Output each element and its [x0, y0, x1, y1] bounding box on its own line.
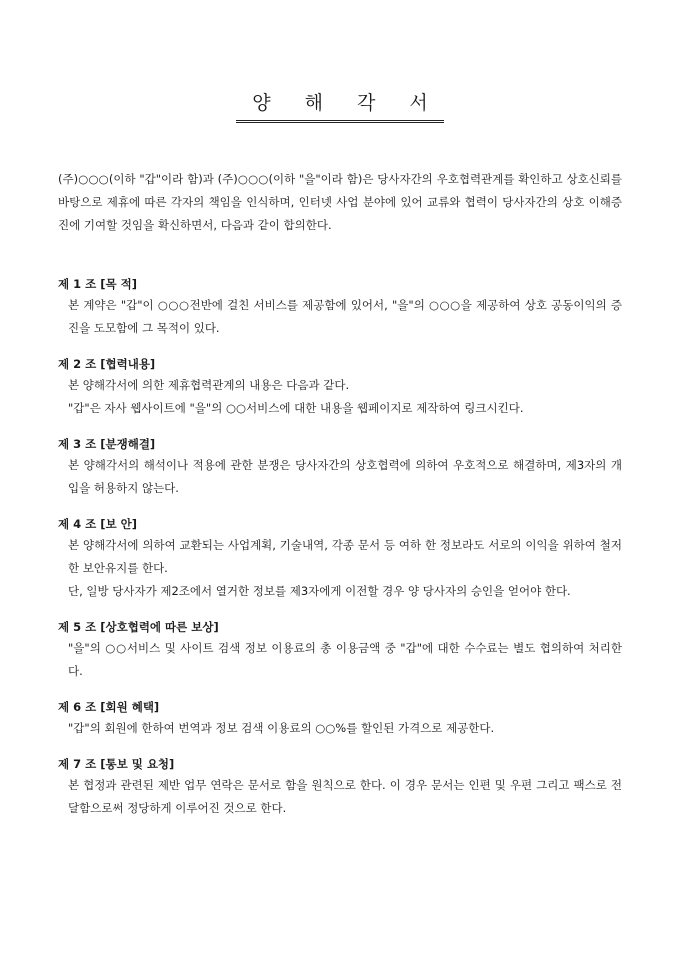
intro-paragraph: (주)○○○(이하 "갑"이라 함)과 (주)○○○(이하 "을"이라 함)은 당사자간의 우호협력관계를 확인하고 상호신뢰를 바탕으로 제휴에 따른 각자의 책임을 인식하며, 인터넷 사업 분야에 있어 교류와 협력이 당사자간의 상호 이해증진에 기여할 것임을 확신하면서, 다음과 같이 합의한다. [58, 172, 622, 232]
article-4 [58, 514, 622, 603]
article-paragraph: 본 계약은 "갑"이 ○○○전반에 걸친 서비스를 제공함에 있어서, "을"의 ○○○을 제공하여 상호 공동이익의 증진을 도모함에 그 목적이 있다. [68, 298, 622, 335]
article-5 [58, 617, 622, 683]
article-3 [58, 434, 622, 500]
article-heading: 제 5 조 [상호협력에 따른 보상] [58, 620, 219, 634]
title-container [0, 88, 680, 123]
article-paragraph: 본 양해각서에 의한 제휴협력관계의 내용은 다음과 같다. [68, 378, 350, 392]
article-heading: 제 6 조 [회원 혜택] [58, 700, 160, 714]
article-paragraph: "갑"의 회원에 한하여 번역과 정보 검색 이용료의 ○○%를 할인된 가격으로 제공한다. [68, 721, 495, 735]
article-heading: 제 4 조 [보 안] [58, 517, 137, 531]
article-2 [58, 354, 622, 420]
article-heading: 제 7 조 [통보 및 요청] [58, 757, 175, 771]
article-heading: 제 1 조 [목 적] [58, 277, 137, 291]
document-title: 양 해 각 서 [236, 88, 444, 123]
article-paragraph: "을"의 ○○서비스 및 사이트 검색 정보 이용료의 총 이용금액 중 "갑"에 대한 수수료는 별도 협의하여 처리한다. [68, 641, 622, 678]
article-heading: 제 2 조 [협력내용] [58, 357, 156, 371]
articles-list [58, 274, 622, 834]
article-paragraph: 본 양해각서에 의하여 교환되는 사업계획, 기술내역, 각종 문서 등 여하 한 정보라도 서로의 이익을 위하여 철저한 보안유지를 한다. [68, 538, 622, 575]
article-1 [58, 274, 622, 340]
article-6 [58, 697, 622, 740]
article-paragraph: "갑"은 자사 웹사이트에 "을"의 ○○서비스에 대한 내용을 웹페이지로 제작하여 링크시킨다. [68, 401, 524, 415]
article-paragraph: 본 양해각서의 해석이나 적용에 관한 분쟁은 당사자간의 상호협력에 의하여 우호적으로 해결하며, 제3자의 개입을 허용하지 않는다. [68, 458, 622, 495]
article-7 [58, 754, 622, 820]
article-heading: 제 3 조 [분쟁해결] [58, 437, 156, 451]
article-paragraph: 본 협정과 관련된 제반 업무 연락은 문서로 함을 원칙으로 한다. 이 경우 문서는 인편 및 우편 그리고 팩스로 전달함으로써 정당하게 이루어진 것으로 한다. [68, 778, 622, 815]
article-paragraph: 단, 일방 당사자가 제2조에서 열거한 정보를 제3자에게 이전할 경우 양 당사자의 승인을 얻어야 한다. [68, 584, 571, 598]
